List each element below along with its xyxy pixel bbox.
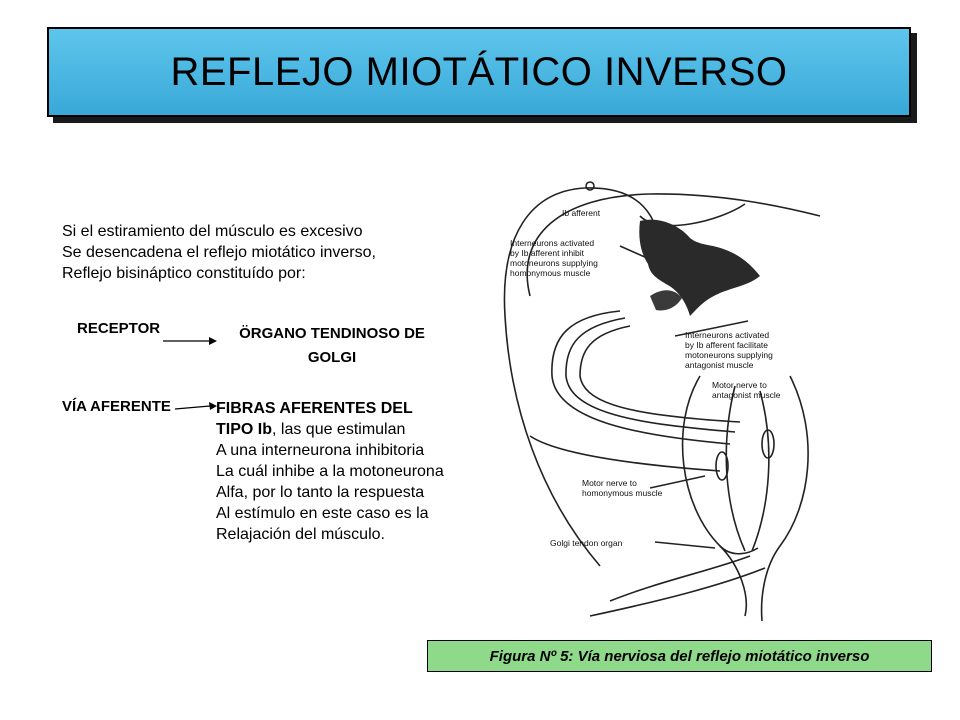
intro-line: Si el estiramiento del músculo es excesivo [62, 223, 363, 240]
figure-label: antagonist muscle [712, 390, 781, 400]
receptor-label: RECEPTOR [77, 320, 161, 337]
figure-label: homonymous muscle [582, 488, 663, 498]
gray-matter [650, 290, 682, 310]
afferent-description [216, 398, 496, 545]
muscle-outline [762, 376, 809, 621]
afferent-line: La cuál inhibe a la motoneurona [216, 463, 444, 480]
intro-line: Se desencadena el reflejo miotático inverso, [62, 244, 376, 261]
figure-label: Golgi tendon organ [550, 538, 623, 548]
intro-line: Reflejo bisináptico constituído por: [62, 265, 306, 282]
figure-label: Interneurons activated [685, 330, 770, 340]
tendon-outline [590, 568, 765, 616]
figure-caption: Figura Nº 5: Vía nerviosa del reflejo miotático inverso [427, 640, 932, 672]
afferent-line [216, 419, 496, 440]
slide-title: REFLEJO MIOTÁTICO INVERSO [170, 49, 788, 94]
afferent-line: A una interneurona inhibitoria [216, 442, 425, 459]
figure-label: by Ib afferent inhibit [510, 248, 585, 258]
afferent-line: Alfa, por lo tanto la respuesta [216, 484, 425, 501]
afferent-line: Al estímulo en este caso es la [216, 505, 429, 522]
dorsal-root-ganglion-icon [586, 182, 594, 190]
intro-text [62, 221, 442, 284]
afferent-line: Relajación del músculo. [216, 526, 385, 543]
afferent-fiber-type: TIPO Ib [216, 421, 272, 438]
figure-label: Motor nerve to [712, 380, 767, 390]
receptor-value-line: ÖRGANO TENDINOSO DE [239, 325, 425, 342]
afferent-arrow-icon [174, 400, 218, 414]
figure-label: motoneurons supplying [510, 258, 598, 268]
title-banner [47, 27, 911, 117]
receptor-value [216, 322, 448, 370]
figure-label: Interneurons activated [510, 238, 595, 248]
figure-label: Ib afferent [562, 208, 601, 218]
afferent-bold-line: FIBRAS AFERENTES DEL [216, 400, 413, 417]
figure-label: motoneurons supplying [685, 350, 773, 360]
figure-label: antagonist muscle [685, 360, 754, 370]
muscle-outline [752, 391, 769, 551]
figure-label: Motor nerve to [582, 478, 637, 488]
motor-nerve-path [530, 436, 720, 471]
afferent-label: VÍA AFERENTE [62, 398, 171, 415]
receptor-value-line: GOLGI [307, 349, 357, 366]
afferent-line-rest: , las que estimulan [272, 421, 406, 438]
muscle-outline [726, 386, 745, 551]
figure-label: homonymous muscle [510, 268, 591, 278]
muscle-outline [683, 376, 747, 616]
figure-label: by Ib afferent facilitate [685, 340, 769, 350]
receptor-arrow-icon [162, 334, 218, 346]
reflex-pathway-figure [490, 176, 840, 631]
